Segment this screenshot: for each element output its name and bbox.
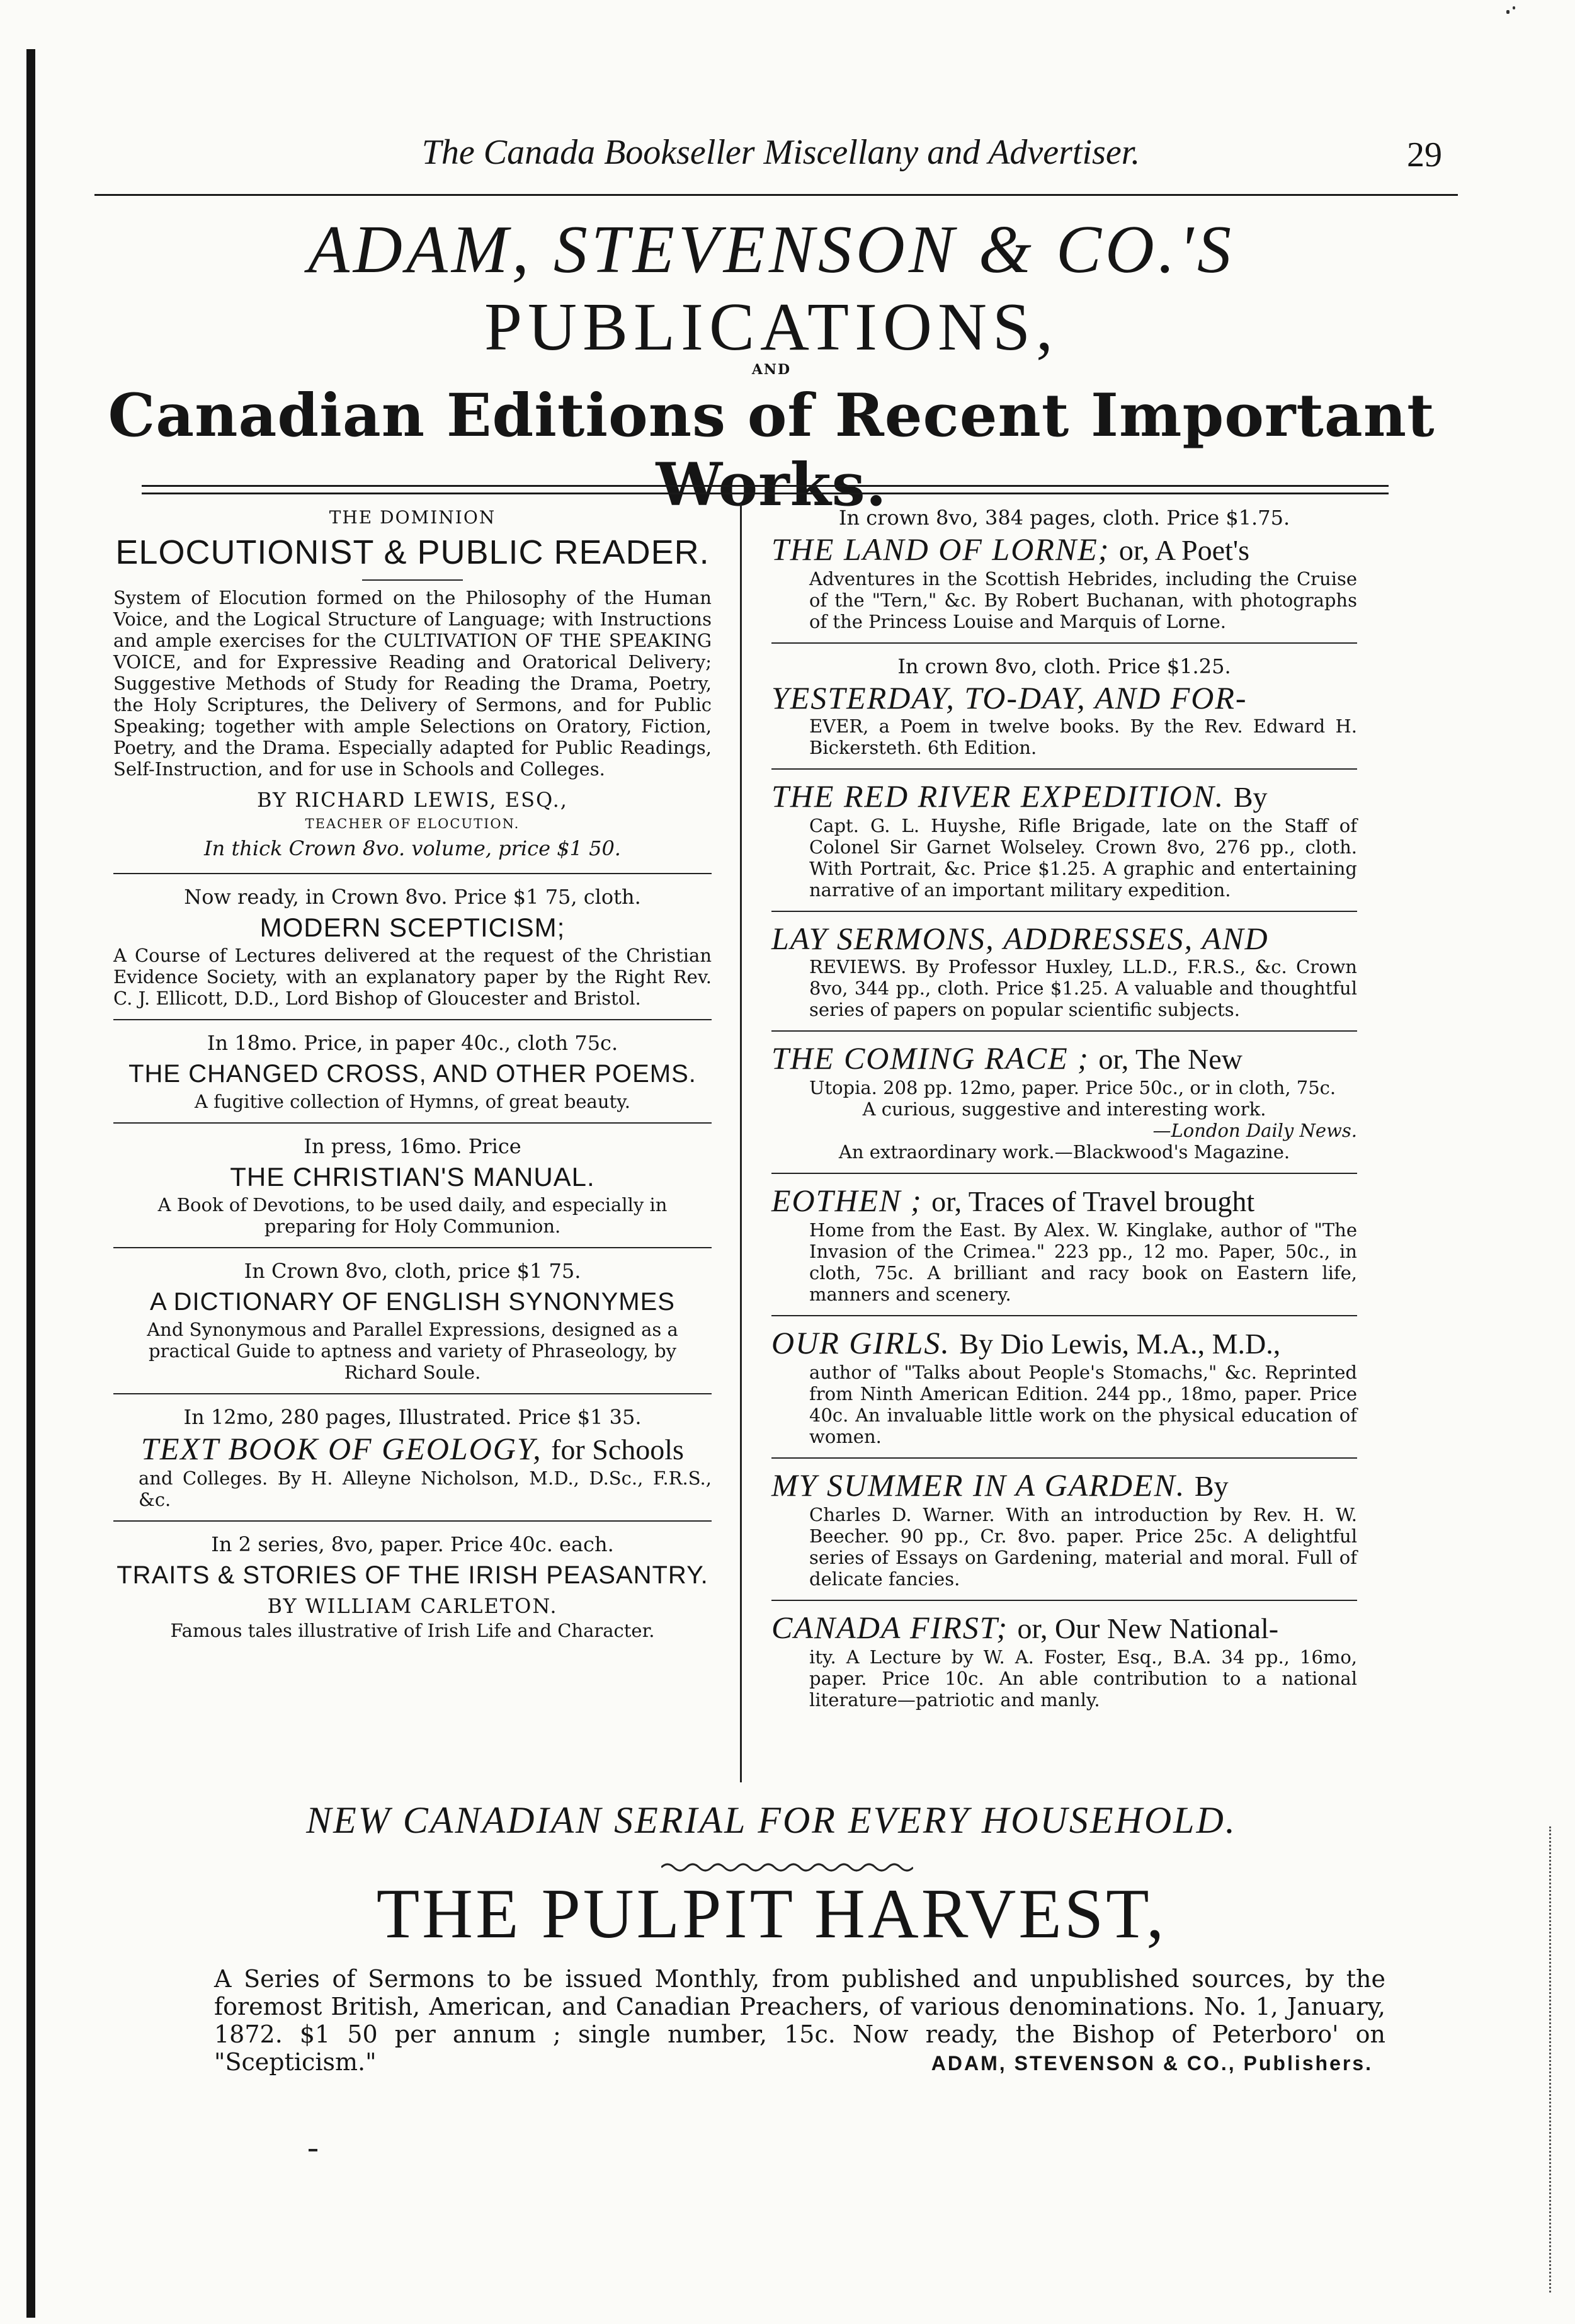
entry-description: Capt. G. L. Huyshe, Rifle Brigade, late on the Staff of Colonel Sir Garnet Wolseley. Crown 8vo, 276 pp., cloth. With Portrait, &c. Price $1.25. A graphic and entertaining narrative of an important military expedition. <box>809 815 1357 901</box>
masthead-subtitle: Canadian Editions of Recent Important <box>108 381 1435 450</box>
entry-title-rest: or, Traces of Travel brought <box>931 1185 1255 1217</box>
entry-title: YESTERDAY, TO-DAY, AND FOR- <box>771 680 1248 715</box>
entry-description: System of Elocution formed on the Philosophy of the Human Voice, and the Logical Structure of Language; with Instructions and ample exercises for the CULTIVATION OF THE SPEAKING VOICE, and for Expressive Reading and Oratorical Delivery; Suggestive Methods of Study for Reading the Drama, Poetry, the Holy Scriptures, the Delivery of Sermons, and for Public Speaking; together with ample Selections on Oratory, Fiction, Poetry, and the Drama. Especially adapted for Public Readings, Self-Instruction, and for use in Schools and Colleges. <box>113 587 712 780</box>
running-title: The Canada Bookseller Miscellany and Advertiser. <box>421 133 1140 172</box>
serial-title: THE PULPIT HARVEST, <box>376 1875 1167 1953</box>
short-rule <box>362 579 463 581</box>
entry-description: and Colleges. By H. Alleyne Nicholson, M.D., D.Sc., F.R.S., &c. <box>139 1467 712 1510</box>
entry-description: Home from the East. By Alex. W. Kinglake, author of "The Invasion of the Crimea." 223 pp., 12 mo. Paper, 50c., in cloth, 75c. A brilliant and racy book on Eastern life, manners and scenery. <box>809 1219 1357 1305</box>
entry-summer-garden <box>771 1467 1357 1590</box>
entry-description: And Synonymous and Parallel Expressions, designed as a practical Guide to aptness and variety of Phraseology, by Richard Soule. <box>147 1319 678 1383</box>
entry-title-line <box>771 778 1357 815</box>
entry-title: ELOCUTIONIST & PUBLIC READER. <box>115 533 710 571</box>
review-quote: An extraordinary work.—Blackwood's Magazine. <box>838 1141 1290 1163</box>
entry-intro: In Crown 8vo, cloth, price $1 75. <box>244 1259 581 1283</box>
section-rule <box>113 1122 712 1124</box>
entry-description: REVIEWS. By Professor Huxley, LL.D., F.R.S., &c. Crown 8vo, 344 pp., cloth. Price $1.25. A valuable and thoughtful series of papers on popular scientific subjects. <box>809 956 1357 1020</box>
entry-title-rest: or, The New <box>1098 1043 1242 1075</box>
entry-title-rest: or, A Poet's <box>1118 534 1250 566</box>
section-rule <box>771 642 1357 644</box>
entry-title: A DICTIONARY OF ENGLISH SYNONYMES <box>150 1288 675 1316</box>
serial-heading: NEW CANADIAN SERIAL FOR EVERY HOUSEHOLD. <box>306 1799 1237 1841</box>
entry-format: In thick Crown 8vo. volume, price $1 50. <box>204 836 621 860</box>
entry-intro: In 2 series, 8vo, paper. Price 40c. each. <box>211 1532 614 1556</box>
masthead-rule-bottom <box>142 493 1389 494</box>
entry-description: Adventures in the Scottish Hebrides, including the Cruise of the "Tern," &c. By Robert Buchanan, with photographs of the Princess Louise and Marquis of Lorne. <box>809 568 1357 632</box>
section-rule <box>113 1019 712 1020</box>
entry-title: MODERN SCEPTICISM; <box>259 913 566 942</box>
review-quote: A curious, suggestive and interesting work. <box>862 1098 1266 1120</box>
entry-intro: Now ready, in Crown 8vo. Price $1 75, cloth. <box>184 885 641 909</box>
section-rule <box>771 911 1357 912</box>
entry-title: THE RED RIVER EXPEDITION. <box>771 778 1225 814</box>
section-rule <box>771 768 1357 770</box>
entry-title-line <box>771 1325 1357 1362</box>
entry-description: Utopia. 208 pp. 12mo, paper. Price 50c., or in cloth, 75c. <box>809 1077 1336 1098</box>
entry-intro: In 18mo. Price, in paper 40c., cloth 75c. <box>207 1031 618 1055</box>
entry-lay-sermons <box>771 921 1357 1020</box>
entry-title: EOTHEN ; <box>771 1183 923 1218</box>
entry-title-rest: By <box>1194 1470 1229 1502</box>
entry-title-rest: By <box>1233 781 1268 813</box>
section-rule <box>771 1030 1357 1032</box>
entry-irish <box>113 1530 712 1641</box>
entry-intro: In crown 8vo, cloth. Price $1.25. <box>897 654 1231 678</box>
entry-title-rest: for Schools <box>551 1433 684 1466</box>
entry-our-girls <box>771 1325 1357 1447</box>
section-rule <box>113 1247 712 1248</box>
masthead-publications: PUBLICATIONS, <box>484 290 1059 365</box>
entry-author-role: TEACHER OF ELOCUTION. <box>305 816 520 831</box>
entry-elocutionist <box>113 504 712 863</box>
page-number: 29 <box>1407 135 1442 174</box>
publishers-imprint: ADAM, STEVENSON & CO., Publishers. <box>931 2052 1373 2075</box>
entry-description: A fugitive collection of Hymns, of great beauty. <box>195 1091 630 1112</box>
entry-christians-manual <box>113 1132 712 1237</box>
section-rule <box>771 1457 1357 1459</box>
entry-changed-cross <box>113 1029 712 1112</box>
serial-description: A Series of Sermons to be issued Monthly, from published and unpublished sources, by the foremost British, American, and Canadian Preachers, of various denominations. No. 1, January, 1872. $1 50 per annum ; single number, 15c. Now ready, the Bishop of Peterboro' on "Scepticism." <box>214 1965 1385 2076</box>
masthead-and: AND <box>751 362 792 378</box>
speck <box>1513 6 1515 9</box>
entry-land-of-lorne <box>771 504 1357 632</box>
speck <box>1506 10 1510 14</box>
entry-title: LAY SERMONS, ADDRESSES, AND <box>771 921 1269 956</box>
entry-canada-first <box>771 1610 1357 1711</box>
entry-title: THE CHRISTIAN'S MANUAL. <box>230 1162 595 1192</box>
entry-title-rest: By Dio Lewis, M.A., M.D., <box>959 1328 1281 1360</box>
entry-title-line <box>771 1040 1357 1077</box>
entry-title: THE COMING RACE ; <box>771 1040 1089 1076</box>
entry-title: OUR GIRLS. <box>771 1325 950 1360</box>
entry-description: author of "Talks about People's Stomachs," &c. Reprinted from Ninth American Edition. 244 pp., 18mo, paper. Price 40c. An invaluable little work on the physical education of women. <box>809 1362 1357 1447</box>
entry-description: A Book of Devotions, to be used daily, and especially in preparing for Holy Communion. <box>157 1194 668 1237</box>
entry-author: BY WILLIAM CARLETON. <box>267 1594 558 1618</box>
masthead-publisher: ADAM, STEVENSON & CO.'S <box>307 212 1236 287</box>
entry-intro: In press, 16mo. Price <box>304 1134 521 1158</box>
entry-title: MY SUMMER IN A GARDEN. <box>771 1467 1186 1503</box>
entry-title-line <box>771 1467 1357 1504</box>
entry-yesterday <box>771 652 1357 758</box>
entry-description: Charles D. Warner. With an introduction by Rev. H. W. Beecher. 90 pp., Cr. 8vo. paper. Price 25c. A delightful series of Essays on Gardening, material and moral. Full of delicate fancies. <box>809 1504 1357 1590</box>
entry-title-line <box>771 1183 1357 1219</box>
right-column <box>771 504 1357 1711</box>
entry-description: A Course of Lectures delivered at the request of the Christian Evidence Society, with an explanatory paper by the Right Rev. C. J. Ellicott, D.D., Lord Bishop of Gloucester and Bristol. <box>113 945 712 1009</box>
entry-description: Famous tales illustrative of Irish Life and Character. <box>170 1620 655 1641</box>
entry-intro: In 12mo, 280 pages, Illustrated. Price $1 35. <box>183 1405 642 1429</box>
entry-title-line <box>771 532 1357 568</box>
running-header <box>94 132 1448 185</box>
section-rule <box>771 1173 1357 1174</box>
entry-author: BY RICHARD LEWIS, ESQ., <box>257 788 568 812</box>
left-column <box>113 504 712 1641</box>
entry-title: TRAITS & STORIES OF THE IRISH PEASANTRY. <box>117 1561 708 1589</box>
entry-scepticism <box>113 883 712 1009</box>
entry-coming-race <box>771 1040 1357 1163</box>
margin-noise <box>1549 1826 1557 2293</box>
entry-title-line <box>771 1610 1357 1646</box>
section-rule <box>771 1600 1357 1601</box>
entry-title-line <box>113 1431 712 1467</box>
review-source: —London Daily News. <box>1152 1120 1357 1141</box>
entry-description: EVER, a Poem in twelve books. By the Rev. Edward H. Bickersteth. 6th Edition. <box>809 715 1357 758</box>
masthead-rule-top <box>142 485 1389 487</box>
entry-kicker: THE DOMINION <box>329 507 496 528</box>
entry-red-river <box>771 778 1357 901</box>
entry-title: THE LAND OF LORNE; <box>771 532 1110 567</box>
column-divider <box>740 504 742 1782</box>
entry-description: ity. A Lecture by W. A. Foster, Esq., B.A. 34 pp., 16mo, paper. Price 10c. An able contribution to a national literature—patriotic and manly. <box>809 1646 1357 1711</box>
stray-mark <box>309 2149 317 2151</box>
page-edge-bar <box>26 49 35 2318</box>
entry-intro: In crown 8vo, 384 pages, cloth. Price $1.75. <box>838 506 1290 530</box>
entry-geology <box>113 1403 712 1510</box>
entry-title: THE CHANGED CROSS, AND OTHER POEMS. <box>128 1060 697 1088</box>
entry-title-rest: or, Our New National- <box>1017 1612 1279 1644</box>
section-rule <box>113 1393 712 1394</box>
section-rule <box>113 873 712 874</box>
section-rule <box>113 1520 712 1522</box>
header-rule <box>94 194 1458 196</box>
entry-synonymes <box>113 1257 712 1383</box>
section-rule <box>771 1315 1357 1316</box>
entry-title: TEXT BOOK OF GEOLOGY, <box>141 1431 542 1466</box>
entry-eothen <box>771 1183 1357 1305</box>
entry-title: CANADA FIRST; <box>771 1610 1008 1645</box>
